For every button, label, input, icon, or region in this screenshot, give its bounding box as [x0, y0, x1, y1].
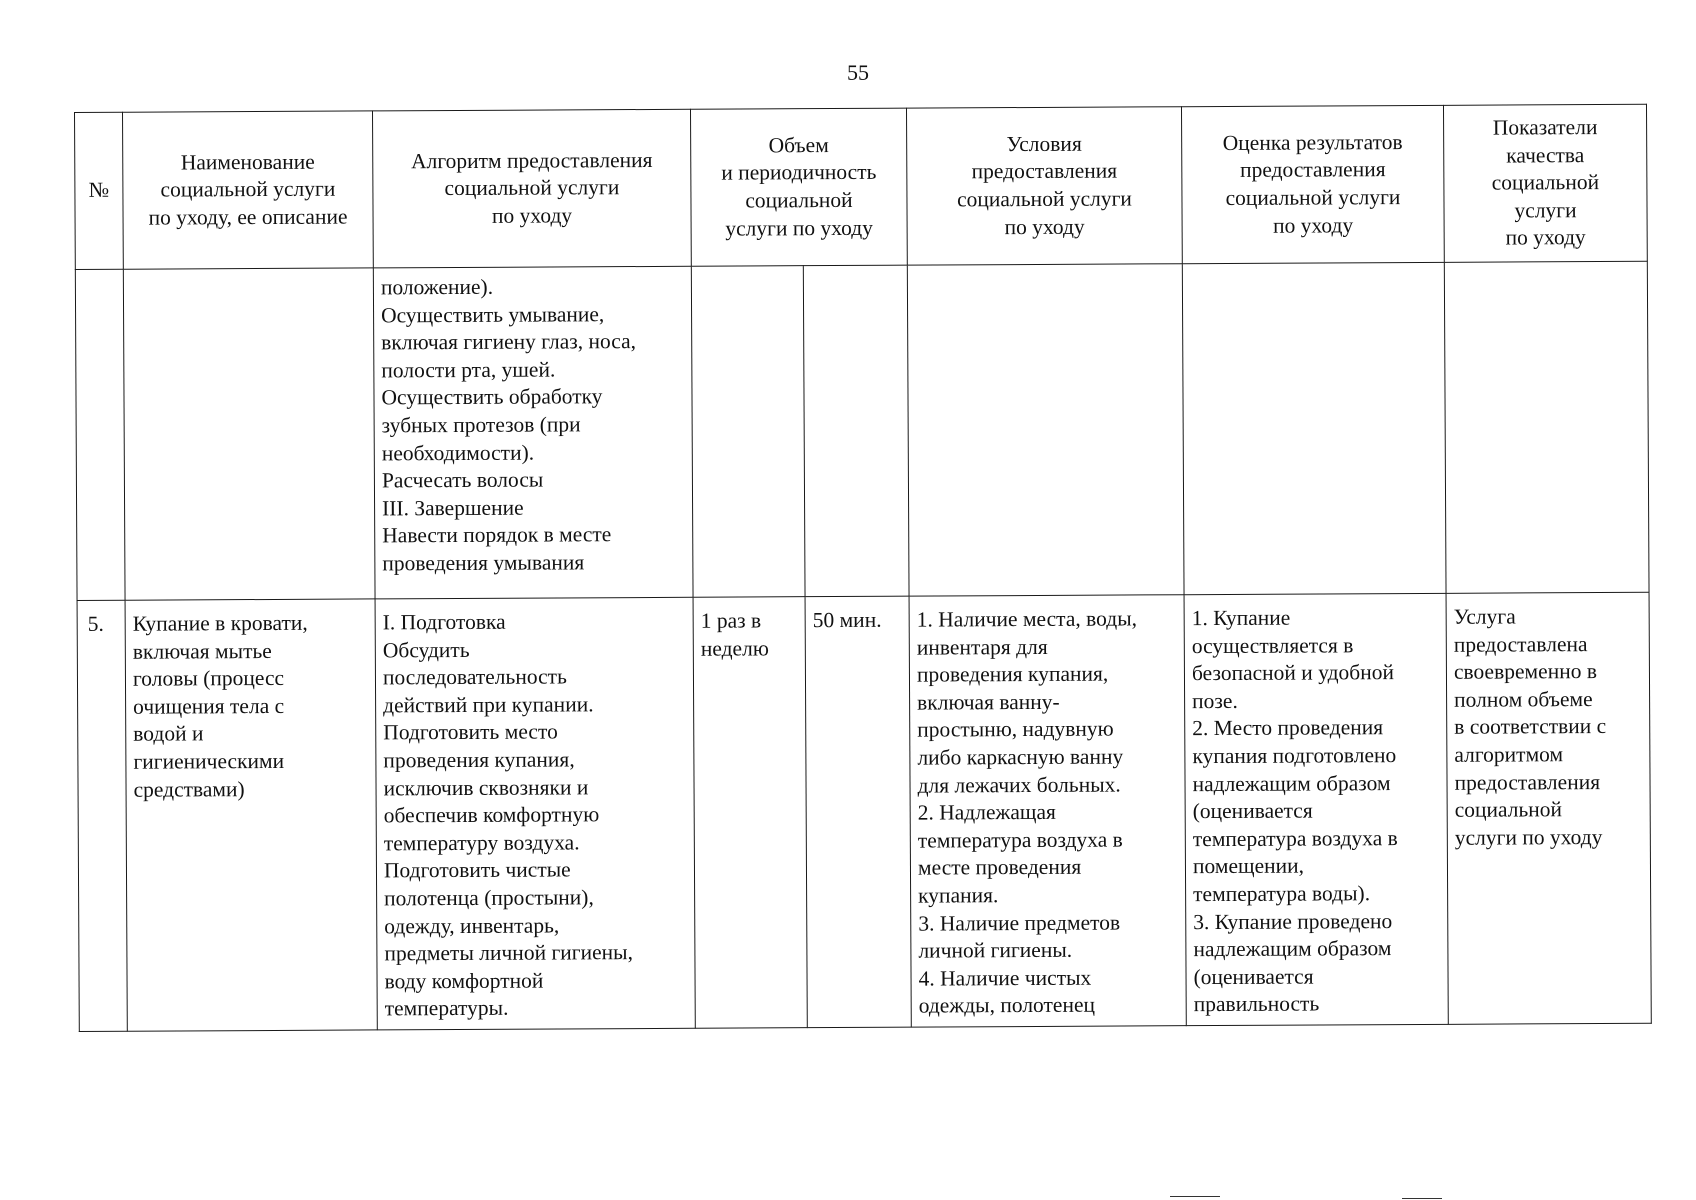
cell-text-line: Условия — [1006, 131, 1082, 156]
cell-text-line: включая гигиену глаз, носа, — [381, 329, 637, 355]
conditions-cell — [909, 595, 1186, 1027]
header-quality — [1443, 104, 1647, 262]
service-name-cell — [125, 599, 377, 1031]
cell-text-line: предоставления — [1240, 157, 1386, 183]
cell-text-line: купания подготовлено — [1192, 743, 1397, 769]
cell-text-line: Объем — [768, 132, 829, 158]
cell-text-line: очищения тела с — [133, 693, 285, 719]
cell-text-line: Подготовить чистые — [383, 857, 571, 883]
header-row — [75, 104, 1648, 269]
cell-text-line: Расчесать волосы — [381, 467, 544, 493]
cell-text-line: Алгоритм предоставления — [410, 147, 653, 173]
cont-volume-cell — [803, 265, 909, 597]
header-conditions — [907, 107, 1183, 265]
cell-text-line: позе. — [1192, 688, 1238, 713]
cell-text-line: по уходу, ее описание — [148, 204, 348, 230]
cell-text-line: надлежащим образом — [1193, 936, 1392, 962]
cell-text-line: Наименование — [180, 149, 315, 175]
cont-name-cell — [123, 268, 375, 600]
cell-text-line: водой и — [133, 721, 204, 747]
cell-text-line: социальной услуги — [160, 176, 336, 202]
cell-text-line: Подготовить место — [383, 719, 558, 745]
cell-text-line: простыню, надувную — [917, 716, 1114, 742]
cell-text-line: качества — [1506, 142, 1585, 168]
cell-text-line: температура воды). — [1193, 881, 1371, 907]
periodicity-cell — [693, 597, 807, 1028]
header-algorithm — [372, 109, 691, 268]
cell-text-line: Оценка результатов — [1222, 129, 1403, 155]
cell-text-line: услуги по уходу — [1454, 824, 1603, 850]
cell-text-line: социальной услуги — [957, 186, 1132, 212]
cell-text-line: Услуга — [1453, 604, 1516, 629]
cell-text-line: безопасной и удобной — [1191, 660, 1395, 686]
scan-mark — [1170, 1196, 1220, 1197]
services-table — [74, 104, 1652, 1032]
header-name — [123, 111, 374, 269]
cell-text-line: предоставления — [1454, 769, 1601, 795]
cell-text-line: социальной услуги — [444, 175, 620, 201]
cell-text-line: алгоритмом — [1454, 742, 1564, 767]
cell-text-line: своевременно в — [1453, 659, 1598, 684]
cell-text-line: температура воздуха в — [1192, 825, 1398, 851]
cell-text-line: 3. Купание проведено — [1193, 908, 1393, 934]
cell-text-line: 2. Надлежащая — [917, 800, 1056, 825]
cell-text-line: 1. Наличие места, воды, — [916, 606, 1138, 632]
continuation-row — [75, 261, 1649, 600]
cell-text-line: полости рта, ушей. — [381, 357, 556, 383]
cell-text-line: неделю — [700, 635, 769, 661]
cell-text-line: температура воздуха в — [917, 827, 1123, 853]
scan-mark — [1402, 1198, 1442, 1199]
cell-text-line: 3. Наличие предметов — [918, 910, 1121, 936]
cont-evaluation-cell — [1182, 262, 1446, 594]
cell-text-line: личной гигиены. — [918, 937, 1073, 963]
cell-text-line: проведения купания, — [383, 747, 575, 773]
cell-text-line: надлежащим образом — [1192, 770, 1391, 796]
header-evaluation — [1182, 105, 1445, 263]
cell-text-line: одежду, инвентарь, — [384, 913, 560, 938]
cont-conditions-cell — [907, 264, 1184, 596]
cell-text-line: температуры. — [384, 996, 509, 1021]
cell-text-line: Навести порядок в месте — [382, 522, 612, 548]
cell-text-line: предоставления — [971, 158, 1118, 184]
cell-text-line: месте проведения — [917, 855, 1082, 880]
cell-text-line: необходимости). — [381, 440, 535, 465]
cell-text-line: социальной — [1491, 170, 1600, 195]
cell-text-line: Купание в кровати, — [132, 610, 308, 636]
evaluation-cell — [1184, 593, 1448, 1025]
cell-text-line: осуществляется в — [1191, 632, 1354, 658]
cell-text-line: Обсудить — [382, 637, 470, 662]
cell-text-line: 1 раз в — [700, 608, 762, 633]
cell-text-line: социальной услуги — [1225, 185, 1401, 210]
cell-text-line: температуру воздуха. — [383, 830, 580, 856]
cell-text-line: № — [88, 178, 110, 203]
cell-text-line: средствами) — [133, 776, 245, 802]
algorithm-cell — [375, 597, 695, 1030]
cell-text-line: III. Завершение — [382, 495, 524, 521]
cell-text-line: воду комфортной — [384, 968, 544, 994]
header-num — [75, 112, 124, 269]
cell-text-line: по уходу — [1004, 214, 1085, 239]
cell-text-line: зубных протезов (при — [381, 412, 581, 438]
cell-text-line: Показатели — [1492, 115, 1598, 140]
cell-text-line: и периодичность — [721, 160, 877, 186]
cell-text-line: в соответствии с — [1454, 714, 1607, 740]
cell-text-line: положение). — [380, 274, 494, 300]
cell-text-line: социальной — [745, 187, 853, 213]
cell-text-line: предметы личной гигиены, — [384, 940, 634, 966]
cell-text-line: 2. Место проведения — [1192, 715, 1384, 741]
cell-text-line: Осуществить обработку — [381, 384, 603, 410]
quality-cell — [1446, 592, 1651, 1024]
cell-text-line: по уходу — [491, 203, 573, 228]
cell-text-line: полном объеме — [1454, 686, 1593, 712]
cell-text-line: последовательность — [382, 664, 567, 690]
cell-text-line: по уходу — [1505, 225, 1586, 250]
cell-text-line: купания. — [918, 883, 999, 908]
cell-text-line: 4. Наличие чистых — [918, 965, 1092, 991]
service-row-5 — [77, 592, 1651, 1031]
cell-text-line: для лежачих больных. — [917, 772, 1121, 798]
cell-text-line: услуги по уходу — [725, 215, 873, 241]
cell-text-line: действий при купании. — [383, 692, 594, 718]
cell-text-line: правильность — [1193, 991, 1320, 1017]
cont-quality-cell — [1444, 261, 1649, 593]
cell-text-line: инвентаря для — [916, 634, 1048, 660]
page-number: 55 — [847, 60, 869, 85]
cell-text-line: 50 мин. — [812, 607, 882, 633]
cell-text-line: либо каркасную ванну — [917, 744, 1124, 770]
cell-text-line: одежды, полотенец — [918, 992, 1096, 1018]
volume-cell — [805, 596, 911, 1027]
header-volume — [690, 108, 907, 266]
cell-text-line: социальной — [1454, 797, 1563, 822]
cell-text-line: проведения умывания — [382, 550, 585, 576]
cell-text-line: включая ванну- — [917, 689, 1060, 715]
cell-text-line: помещении, — [1192, 853, 1305, 879]
cell-text-line: предоставлена — [1453, 631, 1588, 657]
cell-text-line: головы (процесс — [132, 666, 285, 691]
cell-text-line: проведения купания, — [916, 661, 1109, 687]
cell-text-line: услуги — [1514, 197, 1577, 223]
cell-text-line: (оценивается — [1192, 798, 1313, 824]
cell-text-line: 1. Купание — [1191, 605, 1291, 631]
cell-text-line: включая мытье — [132, 638, 272, 664]
cont-algorithm-cell — [373, 266, 693, 599]
cell-text-line: обеспечив комфортную — [383, 802, 600, 828]
cell-text-line: Осуществить умывание, — [381, 301, 605, 327]
cell-text-line: по уходу — [1272, 212, 1354, 238]
cont-periodicity-cell — [691, 266, 805, 598]
cell-text-line: (оценивается — [1193, 964, 1314, 989]
row-number: 5. — [77, 600, 127, 1031]
cell-text-line: исключив сквозняки и — [383, 774, 589, 800]
cont-num-cell — [75, 269, 125, 600]
cell-text-line: гигиеническими — [133, 748, 285, 774]
cell-text-line: I. Подготовка — [382, 609, 506, 635]
cell-text-line: полотенца (простыни), — [384, 885, 594, 911]
